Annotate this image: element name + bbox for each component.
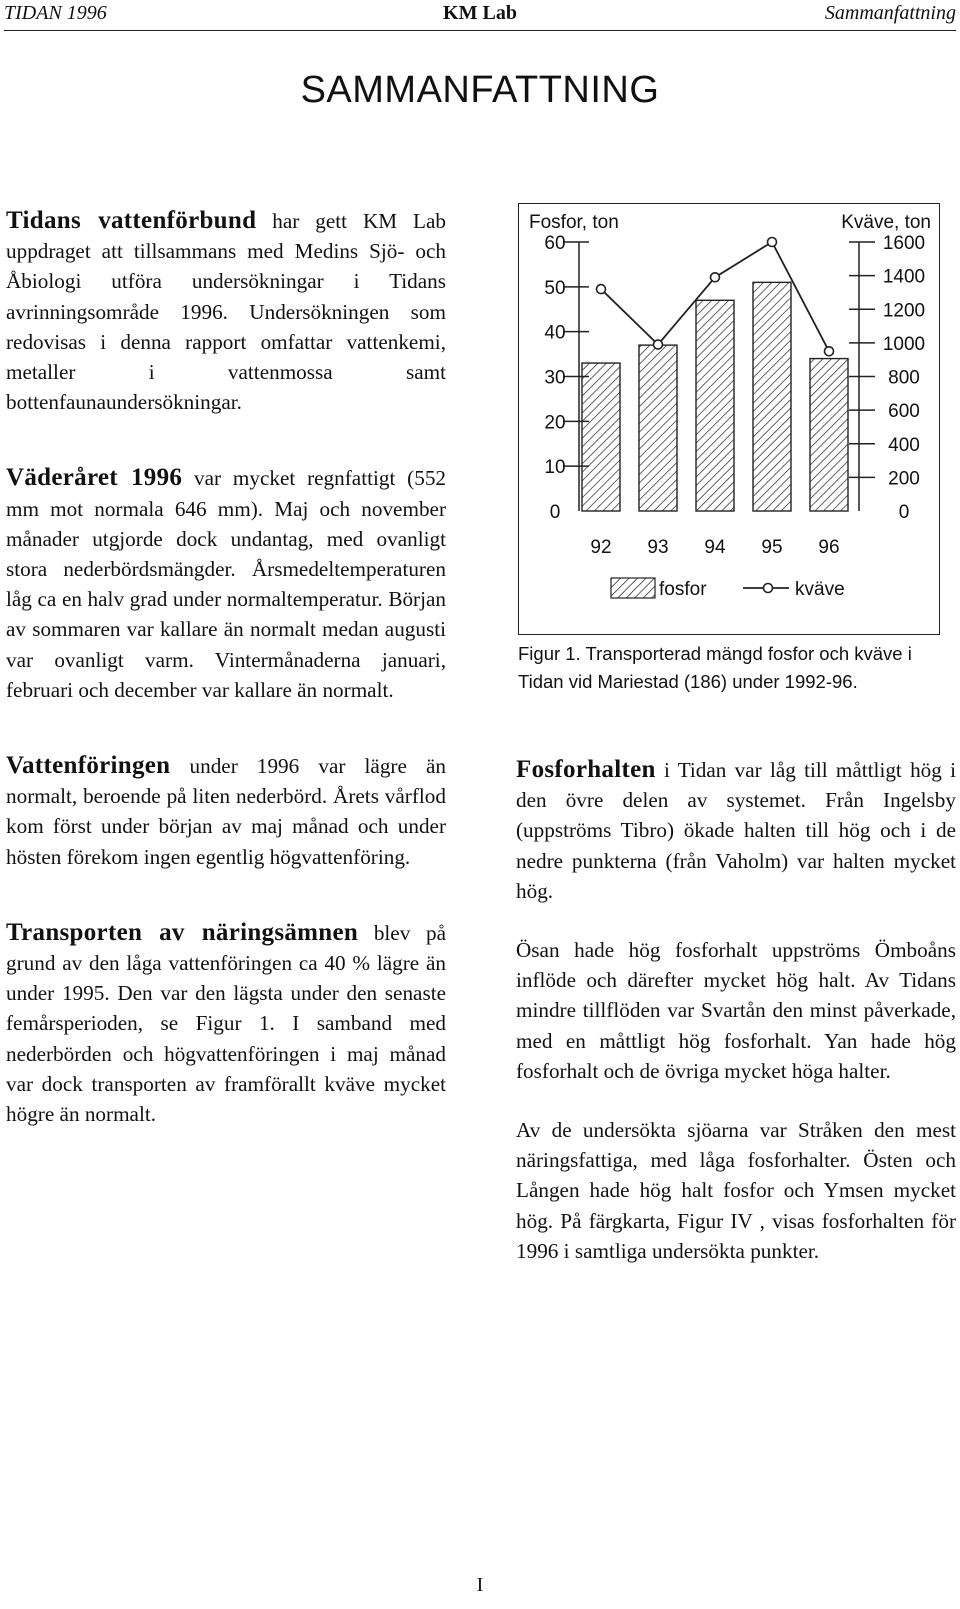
header-left: TIDAN 1996 <box>4 2 107 24</box>
left-tick-label: 60 <box>544 233 566 254</box>
figure-1-chart <box>518 203 940 635</box>
legend-kvave-marker <box>764 584 773 593</box>
kvave-point-96 <box>825 347 834 356</box>
category-label-92: 92 <box>590 537 612 558</box>
paragraph-heading: Vattenföringen <box>6 752 171 780</box>
legend-fosfor-label: fosfor <box>659 579 707 600</box>
legend-fosfor-swatch <box>611 578 655 598</box>
right-axis-label: Kväve, ton <box>841 212 931 233</box>
paragraph-transporten <box>6 918 446 1129</box>
chart-bars <box>582 282 848 511</box>
right-tick-label: 800 <box>888 367 920 389</box>
right-tick-label: 1600 <box>882 233 926 254</box>
right-tick-label: 600 <box>888 401 920 423</box>
kvave-point-93 <box>654 340 663 349</box>
paragraph-heading: Fosforhalten <box>516 756 656 783</box>
left-tick-label: 40 <box>544 322 566 344</box>
left-column <box>6 206 446 1129</box>
category-label-95: 95 <box>761 537 783 558</box>
paragraph-text: var mycket regnfattigt (552 mm mot normala 646 mm). Maj och november månader utgjorde dock undantag, med ovanligt stora nederbördsmängder. Årsmedeltemperaturen låg ca en halv grad under normaltemperatur. Början av sommaren var kallare än normalt medan augusti var ovanligt varm. Vintermånaderna januari, februari och december var kallare än normalt. <box>6 466 447 702</box>
bar-fosfor-95 <box>753 282 791 511</box>
paragraph-text: Ösan hade hög fosforhalt uppströms Ömboåns inflöde och därefter mycket hög halt. Av Tidans mindre tillflöden var Svartån den minst påverkade, med en måttligt hög fosforhalt. Yan hade hög fosforhalt och de övriga mycket höga halter. <box>516 938 956 1083</box>
page-number: I <box>476 1574 484 1596</box>
right-tick-label: 1200 <box>882 300 926 322</box>
legend-kvave-label: kväve <box>795 579 845 600</box>
right-tick-label: 400 <box>888 434 920 456</box>
paragraph-sjoarna <box>516 1115 956 1266</box>
paragraph-vaderaret <box>6 463 446 705</box>
page-header <box>4 0 956 31</box>
right-column <box>516 755 956 1266</box>
category-label-93: 93 <box>647 537 669 558</box>
left-axis-label: Fosfor, ton <box>529 212 619 233</box>
paragraph-text: under 1996 var lägre än normalt, beroende på liten nederbörd. Årets vårflod kom först under början av maj månad och under hösten förekom ingen egentlig högvattenföring. <box>6 754 446 869</box>
bar-fosfor-94 <box>696 300 734 511</box>
kvave-point-92 <box>597 285 606 294</box>
paragraph-fosforhalten <box>516 755 956 906</box>
paragraph-heading: Transporten av näringsämnen <box>6 918 359 946</box>
header-center: KM Lab <box>443 2 517 24</box>
category-label-96: 96 <box>818 537 840 558</box>
right-tick-label: 1000 <box>882 333 926 355</box>
paragraph-heading: Väderåret 1996 <box>6 464 183 492</box>
figure-caption: Figur 1. Transporterad mängd fosfor och kväve i Tidan vid Mariestad (186) under 1992-96. <box>518 643 912 692</box>
left-tick-label: 0 <box>549 502 561 523</box>
paragraph-heading: Tidans vattenförbund <box>6 207 257 234</box>
paragraph-vattenforingen <box>6 751 446 872</box>
right-tick-label: 200 <box>888 468 920 490</box>
bar-fosfor-96 <box>810 359 848 511</box>
kvave-point-94 <box>711 273 720 282</box>
paragraph-osan <box>516 935 956 1086</box>
bar-fosfor-93 <box>639 345 677 511</box>
category-label-94: 94 <box>704 537 726 558</box>
left-tick-label: 30 <box>544 367 566 389</box>
paragraph-text: i Tidan var låg till måttligt hög i den övre delen av systemet. Från Ingelsby (uppströms Tibro) ökade halten till hög och i de nedre punkterna (från Vaholm) var halten mycket hög. <box>516 758 956 903</box>
right-tick-label: 1400 <box>882 266 926 288</box>
paragraph-text: Av de undersökta sjöarna var Stråken den mest näringsfattiga, med låga fosforhalter. Östen och Lången hade hög halt fosfor och Ymsen mycket hög. På färgkarta, Figur IV , visas fosforhalten för 1996 i samtliga undersökta punkter. <box>516 1118 956 1263</box>
left-tick-label: 10 <box>544 457 566 479</box>
kvave-point-95 <box>768 238 777 247</box>
page-title: SAMMANFATTNING <box>300 69 660 111</box>
header-right: Sammanfattning <box>824 2 956 24</box>
paragraph-text: blev på grund av den låga vattenföringen ca 40 % lägre än under 1995. Den var den lägsta under den senaste femårsperioden, se Figur 1. I samband med nederbörden och högvattenföringen i maj månad var dock transporten av framförallt kväve mycket högre än normalt. <box>6 920 446 1127</box>
paragraph-text: har gett KM Lab uppdraget att tillsammans med Medins Sjö- och Åbiologi utföra undersökningar i Tidans avrinningsområde 1996. Undersökningen som redovisas i denna rapport omfattar vattenkemi, metaller i vattenmossa samt bottenfaunaundersökningar. <box>6 209 446 415</box>
left-tick-label: 20 <box>544 412 566 434</box>
left-tick-label: 50 <box>544 277 566 299</box>
chart-legend <box>611 578 845 600</box>
paragraph-vattenforbund <box>6 206 446 417</box>
chart-svg <box>519 204 941 636</box>
bar-fosfor-92 <box>582 363 620 511</box>
right-tick-label: 0 <box>898 502 910 523</box>
chart-category-labels <box>590 537 839 558</box>
